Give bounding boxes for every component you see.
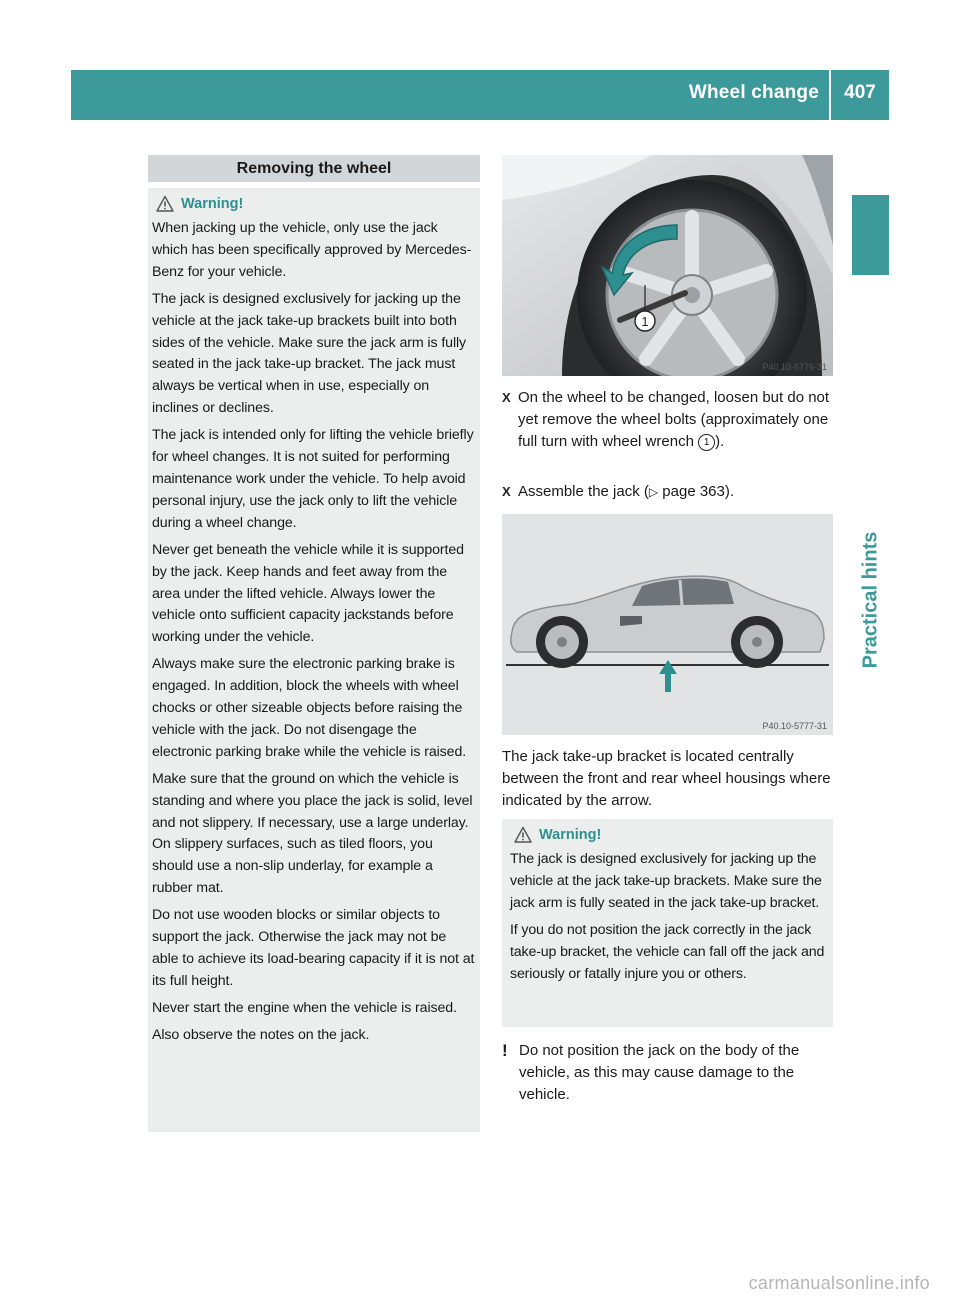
wheel-illustration-graphic <box>502 155 833 376</box>
step-text <box>502 481 836 503</box>
page-ref-arrow-icon: ▷ <box>648 485 659 499</box>
warning-paragraph: The jack is designed exclusively for jacking up the vehicle at the jack take-up brackets built into both sides of the vehicle. Make sure the jack arm is fully seated in the jack take-up bracket. The jack must always be vertical when in use, especially on inclines or declines. <box>152 290 467 417</box>
warning-paragraph: Never start the engine when the vehicle is raised. <box>152 999 457 1016</box>
bracket-description: The jack take-up bracket is located centrally between the front and rear wheel housings where indicated by the arrow. <box>502 748 831 809</box>
step-loosen-bolts <box>502 387 836 453</box>
image-code: P40.10-5776-31 <box>762 362 827 372</box>
page-number: 407 <box>844 82 876 103</box>
note-exclamation-icon: ! <box>502 1041 508 1060</box>
warning-header <box>510 825 829 845</box>
car-illustration-graphic <box>502 514 833 735</box>
warning-paragraph: The jack is designed exclusively for jacking up the vehicle at the jack take-up brackets. Make sure the jack arm is fully seated in the jack take-up bracket. <box>510 851 822 911</box>
step-text-part: On the wheel to be changed, loosen but do not yet remove the wheel bolts (approximately one full turn with wheel wrench <box>518 389 830 450</box>
warning-title: Warning! <box>539 827 602 843</box>
watermark: carmanualsonline.info <box>748 1273 930 1293</box>
header-divider <box>829 70 831 120</box>
wheel-wrench-illustration <box>502 155 833 376</box>
wheel-callout-number: 1 <box>641 314 649 329</box>
side-label-text: Practical hints <box>859 531 881 669</box>
warning-triangle-icon <box>156 195 174 213</box>
warning-paragraph: Never get beneath the vehicle while it is supported by the jack. Keep hands and feet away from the area under the lifted vehicle. Always lower the vehicle onto sufficient capacity jackstands before working under the vehicle. <box>152 541 464 646</box>
image-code: P40.10-5777-31 <box>762 721 827 731</box>
warning-paragraph: When jacking up the vehicle, only use the jack which has been specifically approved by Mercedes-Benz for your vehicle. <box>152 220 472 280</box>
warning-box <box>148 188 480 1132</box>
warning-title: Warning! <box>181 196 244 212</box>
car-side-illustration <box>502 514 833 735</box>
step-text <box>502 387 836 453</box>
warning-triangle-icon <box>514 826 532 844</box>
step-text-part: Assemble the jack ( <box>518 483 649 500</box>
warning-paragraph: Make sure that the ground on which the vehicle is standing and where you place the jack is solid, level and not slippery. If necessary, use a large underlay. On slippery surfaces, such as tiled floors, you should use a non-slip underlay, for example a rubber mat. <box>152 770 473 897</box>
step-text-part: ). <box>715 433 725 450</box>
warning-paragraph: Also observe the notes on the jack. <box>152 1026 370 1043</box>
section-heading: Removing the wheel <box>148 155 480 182</box>
step-marker: X <box>502 484 511 499</box>
warning-header <box>152 194 476 214</box>
warning-paragraph: Always make sure the electronic parking brake is engaged. In addition, block the wheels with wheel chocks or other sizeable objects before raising the vehicle with the jack. Do not disengage the electronic parking brake while the vehicle is raised. <box>152 656 467 760</box>
warning-paragraph: Do not use wooden blocks or similar objects to support the jack. Otherwise the jack may not be able to achieve its load-bearing capacity if it is not at its full height. <box>152 907 475 989</box>
note-block <box>502 1040 836 1106</box>
warning-box <box>502 819 833 1027</box>
step-text-part[interactable]: page 363). <box>658 483 735 500</box>
side-tab-marker <box>852 195 889 275</box>
note-text: Do not position the jack on the body of the vehicle, as this may cause damage to the vehicle. <box>519 1042 800 1103</box>
warning-paragraph: If you do not position the jack correctly in the jack take-up bracket, the vehicle can fall off the jack and seriously or fatally injure you or others. <box>510 921 825 982</box>
warning-paragraph: The jack is intended only for lifting the vehicle briefly for wheel changes. It is not suited for performing maintenance work under the vehicle. To help avoid personal injury, use the jack only to lift the vehicle during a wheel change. <box>152 427 474 531</box>
header-bar <box>71 70 889 120</box>
chapter-title: Wheel change <box>688 82 819 103</box>
callout-number: 1 <box>698 434 715 451</box>
side-section-label <box>852 470 889 730</box>
step-marker: X <box>502 390 511 405</box>
step-assemble-jack <box>502 481 836 503</box>
